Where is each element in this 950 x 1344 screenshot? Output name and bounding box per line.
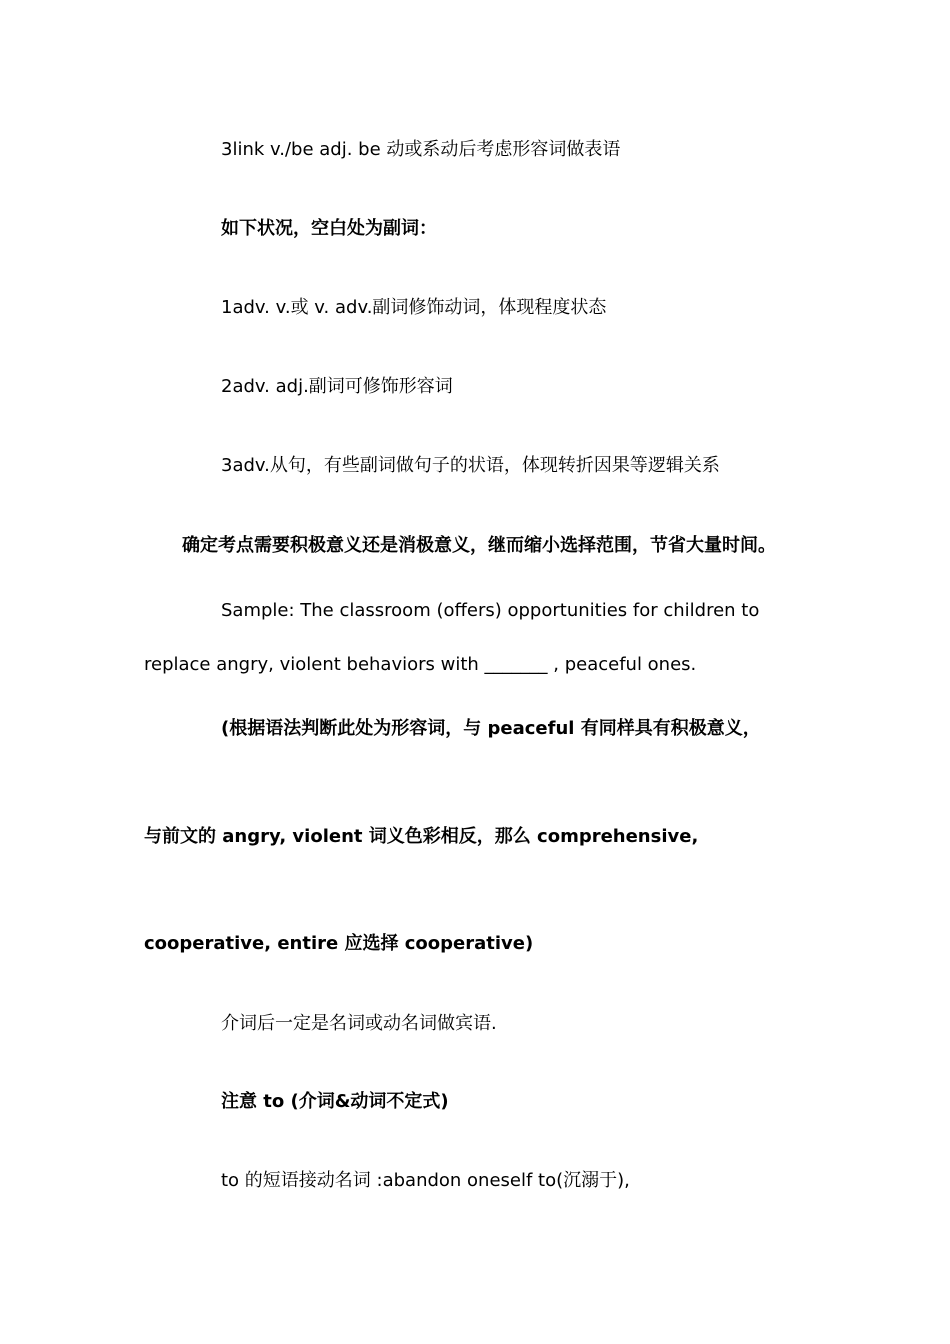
text-line-adv-clause: 3adv.从句，有些副词做句子的状语，体现转折因果等逻辑关系 xyxy=(221,455,720,476)
text-line-to-phrase: to 的短语接动名词 :abandon oneself to(沉溺于), xyxy=(221,1170,630,1191)
sample-sentence-line-2: replace angry, violent behaviors with _______ , peaceful ones. xyxy=(144,654,697,675)
heading-adverb-cases: 如下状况，空白处为副词： xyxy=(221,218,437,239)
text-line-adv-adj: 2adv. adj.副词可修饰形容词 xyxy=(221,376,453,397)
sample-sentence-line-1: Sample: The classroom (offers) opportunities for children to xyxy=(221,600,760,621)
explanation-line-2: 与前文的 angry, violent 词义色彩相反，那么 comprehensive, xyxy=(144,826,699,847)
text-line-preposition: 介词后一定是名词或动名词做宾语. xyxy=(221,1013,497,1034)
heading-note-to: 注意 to (介词&动词不定式) xyxy=(221,1091,449,1112)
heading-positive-negative: 确定考点需要积极意义还是消极意义，继而缩小选择范围，节省大量时间。 xyxy=(182,535,776,556)
explanation-line-1: (根据语法判断此处为形容词，与 peaceful 有同样具有积极意义， xyxy=(221,718,761,739)
explanation-line-3: cooperative, entire 应选择 cooperative) xyxy=(144,933,534,954)
text-line-link-verb: 3link v./be adj. be 动或系动后考虑形容词做表语 xyxy=(221,139,621,160)
text-line-adv-verb: 1adv. v.或 v. adv.副词修饰动词，体现程度状态 xyxy=(221,297,607,318)
